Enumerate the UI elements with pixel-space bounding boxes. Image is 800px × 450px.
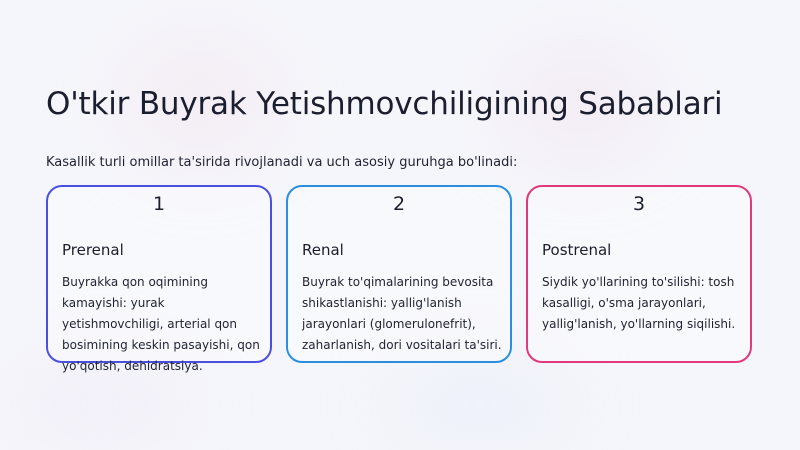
- slide-title: O'tkir Buyrak Yetishmovchiligining Sabablari: [46, 86, 723, 122]
- slide-subtitle: Kasallik turli omillar ta'sirida rivojlanadi va uch asosiy guruhga bo'linadi:: [46, 155, 518, 170]
- background-glow: [380, 360, 580, 450]
- card-heading: Prerenal: [62, 241, 124, 259]
- cause-card-prerenal: [46, 185, 272, 373]
- card-body: Buyrak to'qimalarining bevosita shikastlanishi: yallig'lanish jarayonlari (glomerulonefrit), zaharlanish, dori vositalari ta'siri.: [302, 275, 502, 352]
- card-heading: Postrenal: [542, 241, 612, 259]
- cause-card-postrenal: [526, 185, 752, 363]
- card-number: 1: [152, 193, 166, 215]
- card-number: 2: [392, 193, 406, 215]
- card-body: Siydik yo'llarining to'silishi: tosh kasalligi, o'sma jarayonlari, yallig'lanish, yo'llarning siqilishi.: [542, 275, 736, 331]
- cause-card-renal: [286, 185, 512, 363]
- card-heading: Renal: [302, 241, 344, 259]
- card-number: 3: [632, 193, 646, 215]
- card-body: Buyrakka qon oqimining kamayishi: yurak yetishmovchiligi, arterial qon bosimining keskin pasayishi, qon yo'qotish, dehidratsiya.: [62, 275, 260, 373]
